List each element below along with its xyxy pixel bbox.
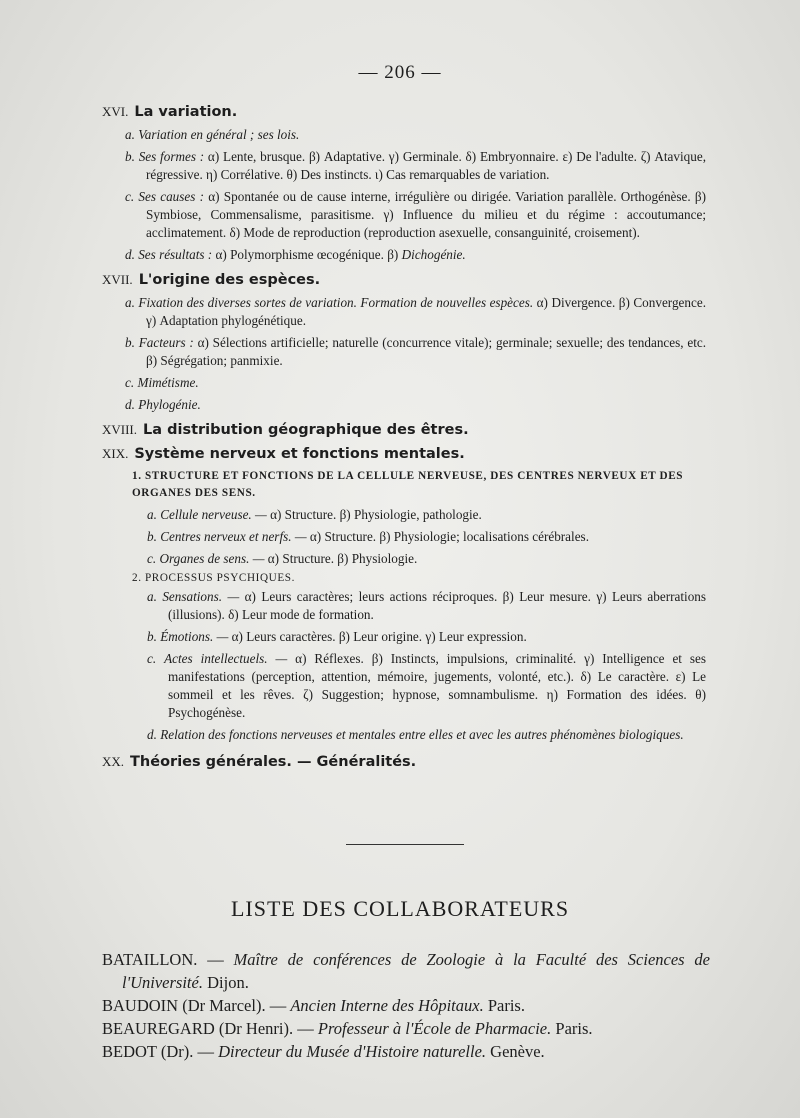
section-heading xyxy=(102,104,706,120)
section-heading xyxy=(102,446,706,462)
section-number: XX. xyxy=(102,754,125,769)
section-heading xyxy=(102,272,706,288)
collaborator-entry: BEAUREGARD (Dr Henri). — Professeur à l'École de Pharmacie. Paris. xyxy=(102,1019,593,1038)
section-title: La variation. xyxy=(134,104,238,120)
list-item: d. Relation des fonctions nerveuses et mentales entre elles et avec les autres phénomènes biologiques. xyxy=(147,727,684,742)
list-item: a. Cellule nerveuse. — α) Structure. β) Physiologie, pathologie. xyxy=(147,507,482,522)
subsection-heading: 2. PROCESSUS PSYCHIQUES. xyxy=(132,572,295,584)
page-number: — 206 — xyxy=(358,62,442,83)
collaborator-entry: BEDOT (Dr). — Directeur du Musée d'Histoire naturelle. Genève. xyxy=(102,1042,545,1061)
list-item: b. Facteurs : α) Sélections artificielle; naturelle (concurrence vitale); germinale; sexuelle; des tendances, etc. β) Ségrégation; panmixie. xyxy=(125,335,707,368)
list-item: a. Sensations. — α) Leurs caractères; leurs actions réciproques. β) Leur mesure. γ) Leurs aberrations (illusions). δ) Leur mode de formation. xyxy=(147,589,707,622)
collaborator-city: Paris. xyxy=(487,996,525,1015)
collaborators-list xyxy=(102,948,710,1063)
list-item: c. Organes de sens. — α) Structure. β) Physiologie. xyxy=(147,551,418,566)
section-number: XVII. xyxy=(102,272,133,287)
collaborator-name: BEAUREGARD xyxy=(102,1019,215,1038)
list-item: c. Actes intellectuels. — α) Réflexes. β) Instincts, impulsions, criminalité. γ) Intelligence et ses manifestations (perception, attention, mémoire, jugements, volonté, etc.). δ) Le caractère. ε) Le sommeil et les rêves. ζ) Suggestion; hypnose, somnambulisme. η) Formation des idées. θ) Psychogénèse. xyxy=(147,651,707,720)
section-heading xyxy=(102,754,706,770)
collaborator-city: Dijon. xyxy=(207,973,249,992)
collaborator-desc: Maître de conférences de Zoologie à la Faculté des Sciences de l'Université. xyxy=(122,950,711,992)
list-item: b. Émotions. — α) Leurs caractères. β) Leur origine. γ) Leur expression. xyxy=(147,629,527,644)
section-title: Théories générales. — Généralités. xyxy=(130,754,417,770)
collaborator-city: Paris. xyxy=(555,1019,593,1038)
section-heading xyxy=(102,422,706,438)
list-item: c. Ses causes : α) Spontanée ou de cause interne, irrégulière ou dirigée. Variation parallèle. Orthogénèse. β) Symbiose, Commensalisme, parasitisme. γ) Influence du milieu et du régime : accoutumance; acclimatement. δ) Mode de reproduction (reproduction asexuelle, consanguinité, croisement). xyxy=(125,189,707,240)
subsection-heading: 1. STRUCTURE ET FONCTIONS DE LA CELLULE NERVEUSE, DES CENTRES NERVEUX ET DES ORGANES DES SENS. xyxy=(132,470,684,499)
collaborator-city: Genève. xyxy=(490,1042,545,1061)
collaborator-entry: BAUDOIN (Dr Marcel). — Ancien Interne des Hôpitaux. Paris. xyxy=(102,996,525,1015)
list-item: c. Mimétisme. xyxy=(125,375,199,390)
list-item: a. Variation en général ; ses lois. xyxy=(125,127,300,142)
section-number: XIX. xyxy=(102,446,129,461)
section-title: Système nerveux et fonctions mentales. xyxy=(134,446,465,462)
section-number: XVI. xyxy=(102,104,129,119)
list-title: LISTE DES COLLABORATEURS xyxy=(230,896,570,921)
collaborator-desc: Ancien Interne des Hôpitaux. xyxy=(290,996,484,1015)
separator-rule xyxy=(346,844,464,845)
collaborator-name: BAUDOIN xyxy=(102,996,179,1015)
list-item: b. Centres nerveux et nerfs. — α) Structure. β) Physiologie; localisations cérébrales. xyxy=(147,529,589,544)
section-title: L'origine des espèces. xyxy=(138,272,321,288)
list-item: d. Ses résultats : α) Polymorphisme œcogénique. β) Dichogénie. xyxy=(125,247,466,262)
outline xyxy=(102,102,706,776)
section-number: XVIII. xyxy=(102,422,138,437)
list-item: b. Ses formes : α) Lente, brusque. β) Adaptative. γ) Germinale. δ) Embryonnaire. ε) De l'adulte. ζ) Atavique, régressive. η) Corrélative. θ) Des instincts. ι) Cas remarquables de variation. xyxy=(125,149,707,182)
collaborator-desc: Directeur du Musée d'Histoire naturelle. xyxy=(218,1042,487,1061)
collaborator-name: BATAILLON. xyxy=(102,950,198,969)
list-item: d. Phylogénie. xyxy=(125,397,201,412)
collaborator-desc: Professeur à l'École de Pharmacie. xyxy=(317,1019,552,1038)
list-item: a. Fixation des diverses sortes de variation. Formation de nouvelles espèces. α) Divergence. β) Convergence. γ) Adaptation phylogénétique. xyxy=(125,295,706,328)
collaborator-name: BEDOT xyxy=(102,1042,157,1061)
section-title: La distribution géographique des êtres. xyxy=(143,422,469,438)
collaborator-entry: BATAILLON. — Maître de conférences de Zoologie à la Faculté des Sciences de l'Université. Dijon. xyxy=(102,950,711,992)
